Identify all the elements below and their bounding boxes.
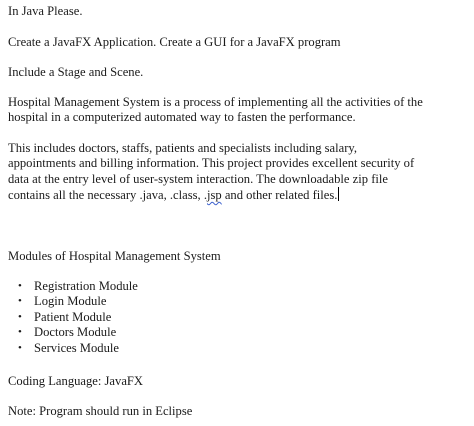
details-line-2: appointments and billing information. This project provides excellent security of (8, 156, 415, 171)
bullet-icon: • (18, 310, 22, 323)
spellcheck-flagged-word[interactable]: jsp (206, 188, 222, 203)
paragraph-description (8, 95, 423, 126)
modules-heading: Modules of Hospital Management System (8, 249, 221, 263)
details-line-4 (8, 187, 414, 203)
module-registration: Registration Module (34, 279, 138, 293)
list-item (18, 325, 138, 340)
paragraph-stage-scene: Include a Stage and Scene. (8, 65, 144, 79)
coding-language: Coding Language: JavaFX (8, 374, 144, 388)
paragraph-request: In Java Please. (8, 4, 83, 18)
details-line-4-end: and other related files. (221, 188, 338, 203)
module-login: Login Module (34, 294, 107, 309)
bullet-icon: • (18, 280, 22, 292)
list-item (18, 279, 138, 294)
bullet-icon: • (18, 326, 22, 339)
list-item (18, 309, 138, 325)
bullet-icon: • (18, 295, 22, 308)
modules-list (8, 279, 138, 356)
module-doctors: Doctors Module (34, 325, 117, 340)
description-line-2: hospital in a computerized automated way to fasten the performance. (8, 110, 356, 125)
details-line-1: This includes doctors, staffs, patients and specialists including salary, (8, 141, 358, 155)
list-item (18, 294, 138, 309)
bullet-icon: • (18, 341, 22, 354)
text-cursor (338, 187, 339, 201)
note-eclipse: Note: Program should run in Eclipse (8, 404, 193, 418)
module-services: Services Module (34, 340, 119, 355)
paragraph-details (8, 141, 414, 204)
module-patient: Patient Module (34, 309, 112, 324)
details-line-4-start: contains all the necessary .java, .class, . (8, 188, 207, 203)
description-line-1: Hospital Management System is a process of implementing all the activities of the (8, 95, 423, 109)
list-item (18, 340, 138, 356)
paragraph-task: Create a JavaFX Application. Create a GUI for a JavaFX program (8, 35, 341, 49)
details-line-3: data at the entry level of user-system interaction. The downloadable zip file (8, 171, 388, 186)
